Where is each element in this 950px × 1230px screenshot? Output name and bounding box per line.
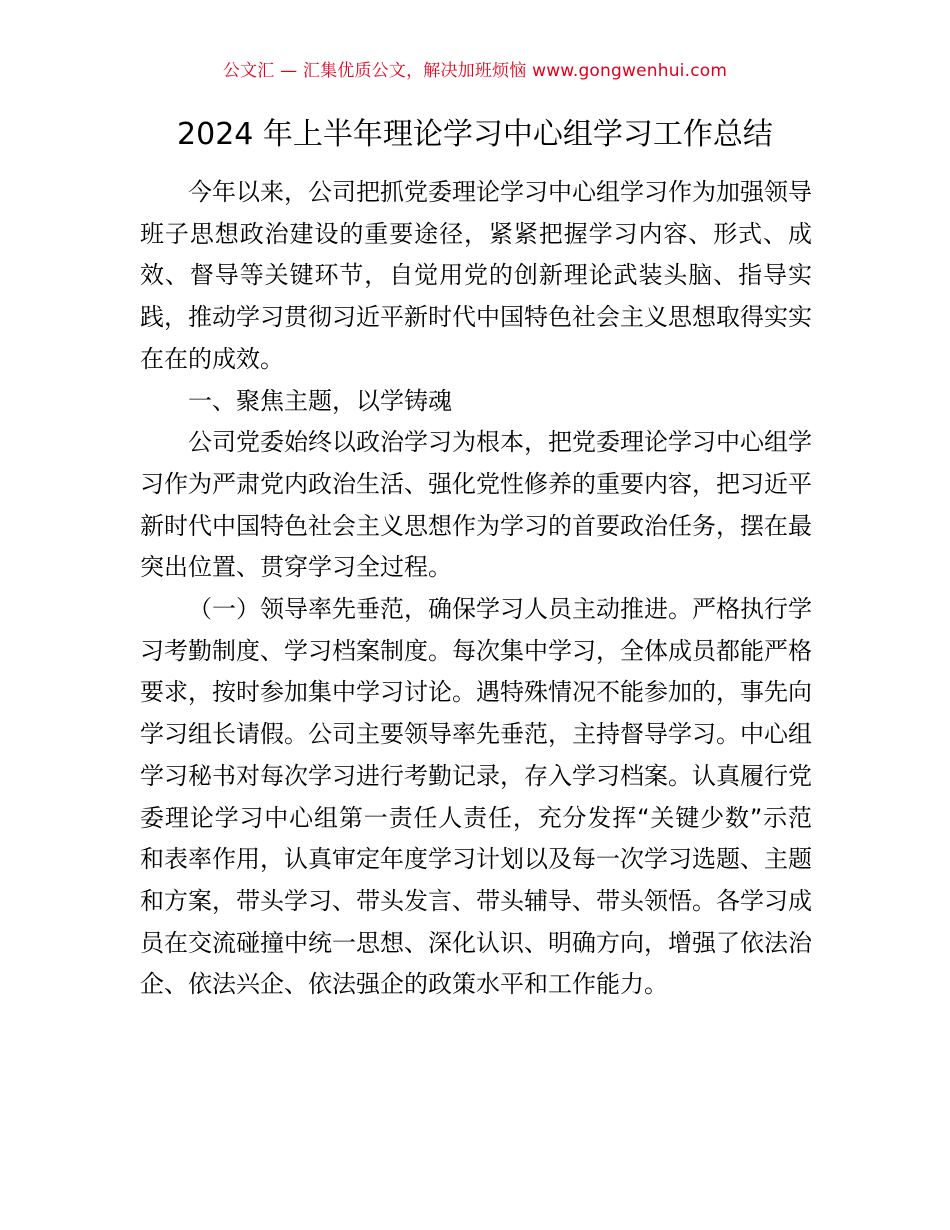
site-banner: 公文汇 — 汇集优质公文，解决加班烦恼 www.gongwenhui.com — [222, 61, 728, 81]
document-body — [140, 172, 812, 1006]
intro-paragraph: 今年以来，公司把抓党委理论学习中心组学习作为加强领导班子思想政治建设的重要途径，紧紧把握学习内容、形式、成效、督导等关键环节，自觉用党的创新理论武装头脑、指导实践，推动学习贯彻习近平新时代中国特色社会主义思想取得实实在在的成效。 — [140, 178, 812, 373]
subsection-1-paragraph: （一）领导率先垂范，确保学习人员主动推进。严格执行学习考勤制度、学习档案制度。每次集中学习，全体成员都能严格要求，按时参加集中学习讨论。遇特殊情况不能参加的，事先向学习组长请假。公司主要领导率先垂范，主持督导学习。中心组学习秘书对每次学习进行考勤记录，存入学习档案。认真履行党委理论学习中心组第一责任人责任，充分发挥“关键少数”示范和表率作用，认真审定年度学习计划以及每一次学习选题、主题和方案，带头学习、带头发言、带头辅导、带头领悟。各学习成员在交流碰撞中统一思想、深化认识、明确方向，增强了依法治企、依法兴企、依法强企的政策水平和工作能力。 — [140, 595, 812, 999]
section-1-paragraph: 公司党委始终以政治学习为根本，把党委理论学习中心组学习作为严肃党内政治生活、强化党性修养的重要内容，把习近平新时代中国特色社会主义思想作为学习的首要政治任务，摆在最突出位置、贯穿学习全过程。 — [140, 428, 812, 582]
section-heading-1: 一、聚焦主题，以学铸魂 — [188, 386, 452, 415]
document-title: 2024 年上半年理论学习中心组学习工作总结 — [177, 117, 773, 152]
